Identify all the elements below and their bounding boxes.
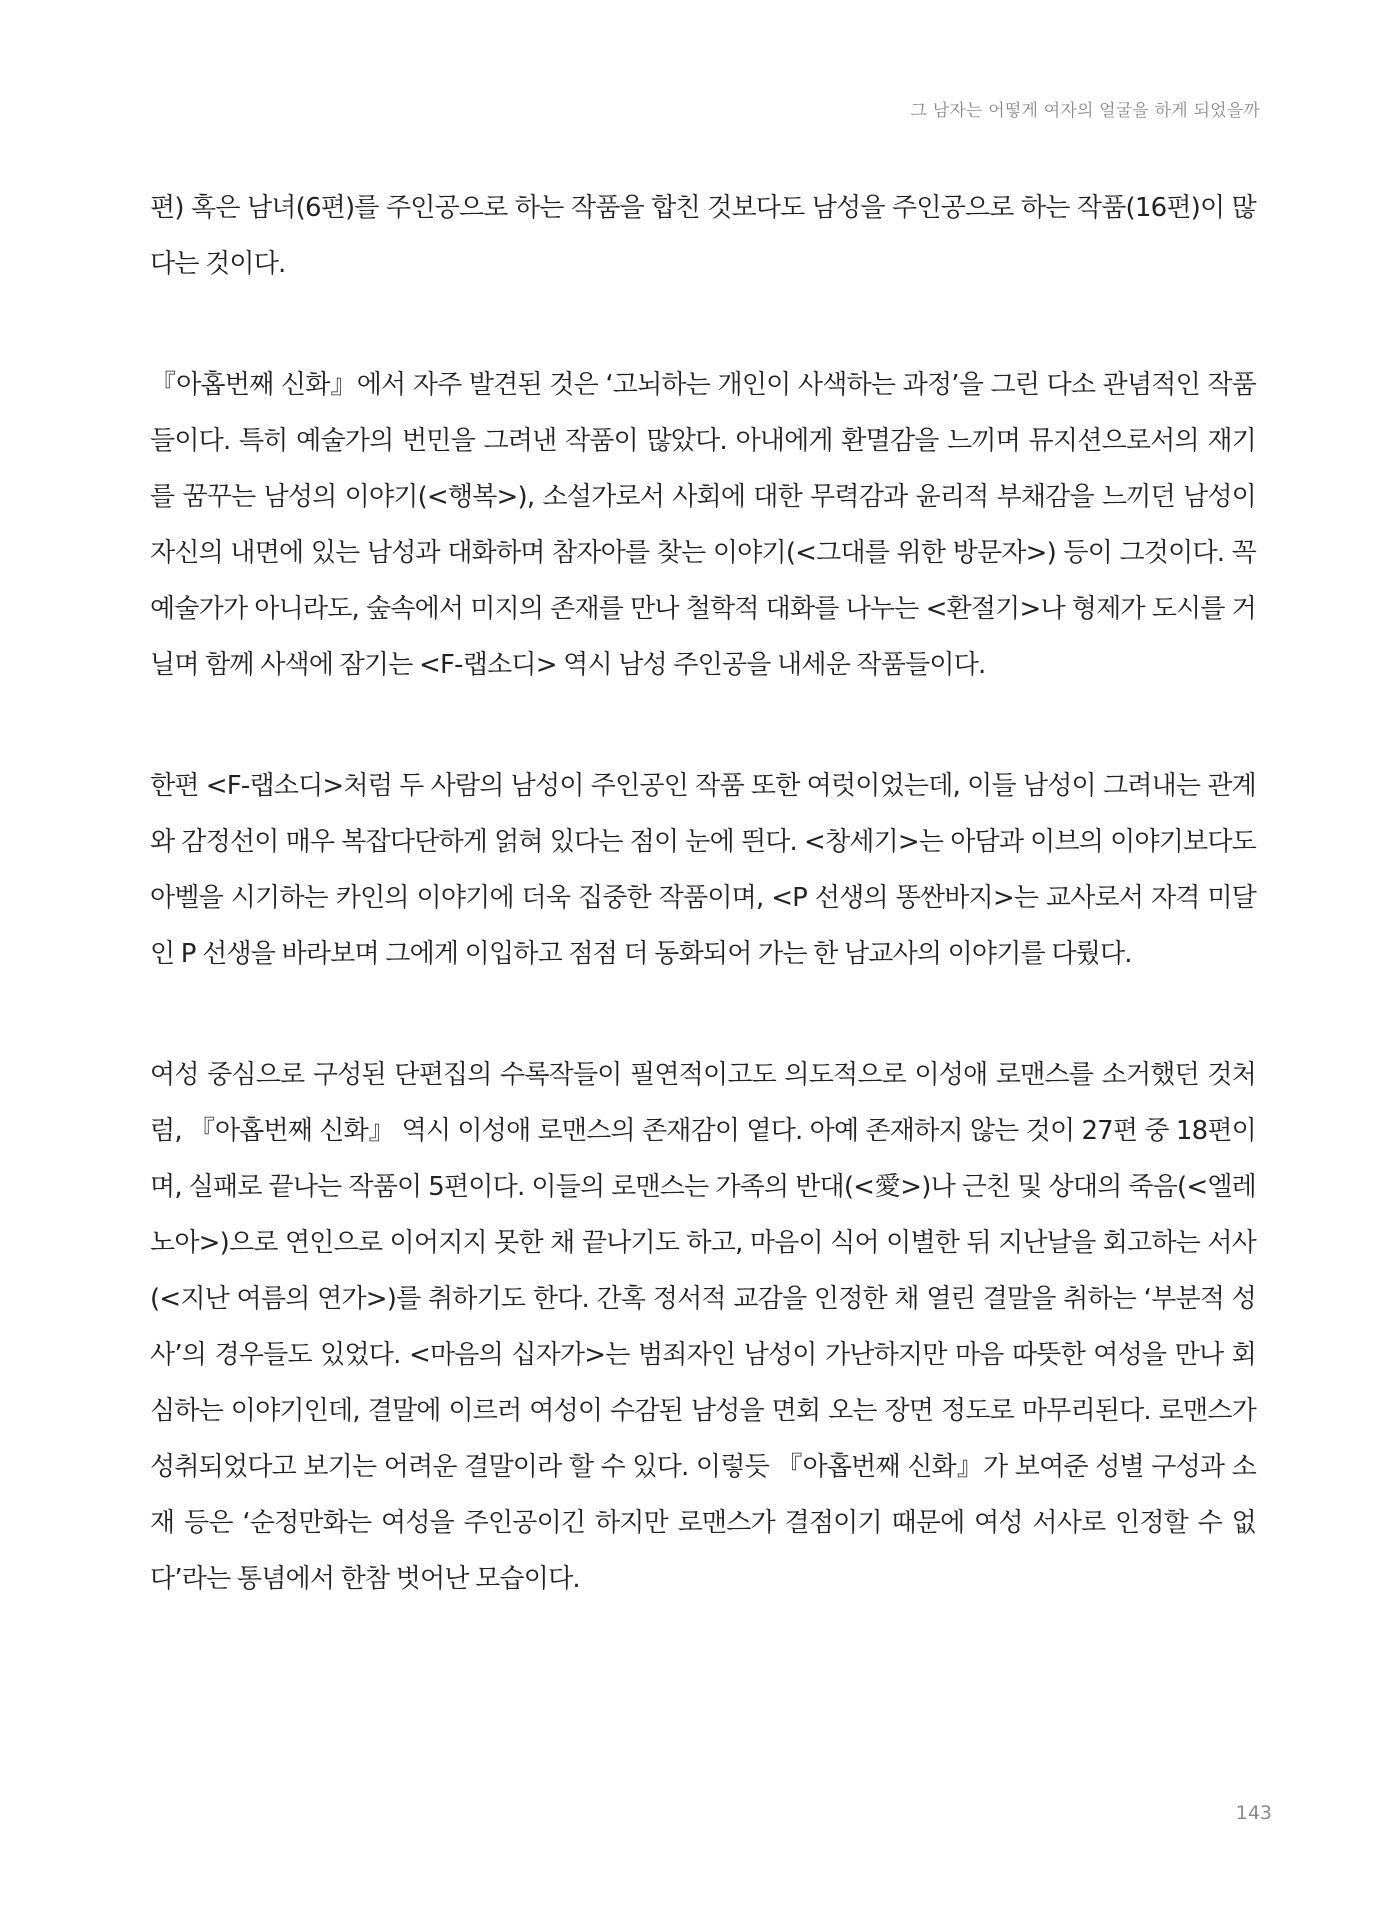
paragraph-1: 편) 혹은 남녀(6편)를 주인공으로 하는 작품을 합친 것보다도 남성을 주인공으로 하는 작품(16편)이 많다는 것이다. (150, 193, 1256, 279)
paragraph-4: 여성 중심으로 구성된 단편집의 수록작들이 필연적이고도 의도적으로 이성애 로맨스를 소거했던 것처럼, 『아홉번째 신화』 역시 이성애 로맨스의 존재감이 옅다. 아예 존재하지 않는 것이 27편 중 18편이며, 실패로 끝나는 작품이 5편이다. 이들의 로맨스는 가족의 반대(<愛>)나 근친 및 상대의 죽음(<엘레노아>)으로 연인으로 이어지지 못한 채 끝나기도 하고, 마음이 식어 이별한 뒤 지난날을 회고하는 서사(<지난 여름의 연가>)를 취하기도 한다. 간혹 정서적 교감을 인정한 채 열린 결말을 취하는 ‘부분적 성사’의 경우들도 있었다. <마음의 십자가>는 범죄자인 남성이 가난하지만 마음 따뜻한 여성을 만나 회심하는 이야기인데, 결말에 이르러 여성이 수감된 남성을 면회 오는 장면 정도로 마무리된다. 로맨스가 성취되었다고 보기는 어려운 결말이라 할 수 있다. 이렇듯 『아홉번째 신화』가 보여준 성별 구성과 소재 등은 ‘순정만화는 여성을 주인공이긴 하지만 로맨스가 결점이기 때문에 여성 서사로 인정할 수 없다’라는 통념에서 한참 벗어난 모습이다. (150, 1060, 1256, 1594)
paragraph-3: 한편 <F-랩소디>처럼 두 사람의 남성이 주인공인 작품 또한 여럿이었는데, 이들 남성이 그려내는 관계와 감정선이 매우 복잡다단하게 얽혀 있다는 점이 눈에 띈다. <창세기>는 아담과 이브의 이야기보다도 아벨을 시기하는 카인의 이야기에 더욱 집중한 작품이며, <P 선생의 똥싼바지>는 교사로서 자격 미달인 P 선생을 바라보며 그에게 이입하고 점점 더 동화되어 가는 한 남교사의 이야기를 다뤘다. (150, 771, 1256, 969)
running-header: 그 남자는 어떻게 여자의 얼굴을 하게 되었을까 (910, 101, 1260, 121)
paragraph-2: 『아홉번째 신화』에서 자주 발견된 것은 ‘고뇌하는 개인이 사색하는 과정’을 그린 다소 관념적인 작품들이다. 특히 예술가의 번민을 그려낸 작품이 많았다. 아내에게 환멸감을 느끼며 뮤지션으로서의 재기를 꿈꾸는 남성의 이야기(<행복>), 소설가로서 사회에 대한 무력감과 윤리적 부채감을 느끼던 남성이 자신의 내면에 있는 남성과 대화하며 참자아를 찾는 이야기(<그대를 위한 방문자>) 등이 그것이다. 꼭 예술가가 아니라도, 숲속에서 미지의 존재를 만나 철학적 대화를 나누는 <환절기>나 형제가 도시를 거닐며 함께 사색에 잠기는 <F-랩소디> 역시 남성 주인공을 내세운 작품들이다. (150, 370, 1256, 680)
page-number: 143 (1235, 1802, 1272, 1824)
body-text (150, 180, 1256, 1607)
